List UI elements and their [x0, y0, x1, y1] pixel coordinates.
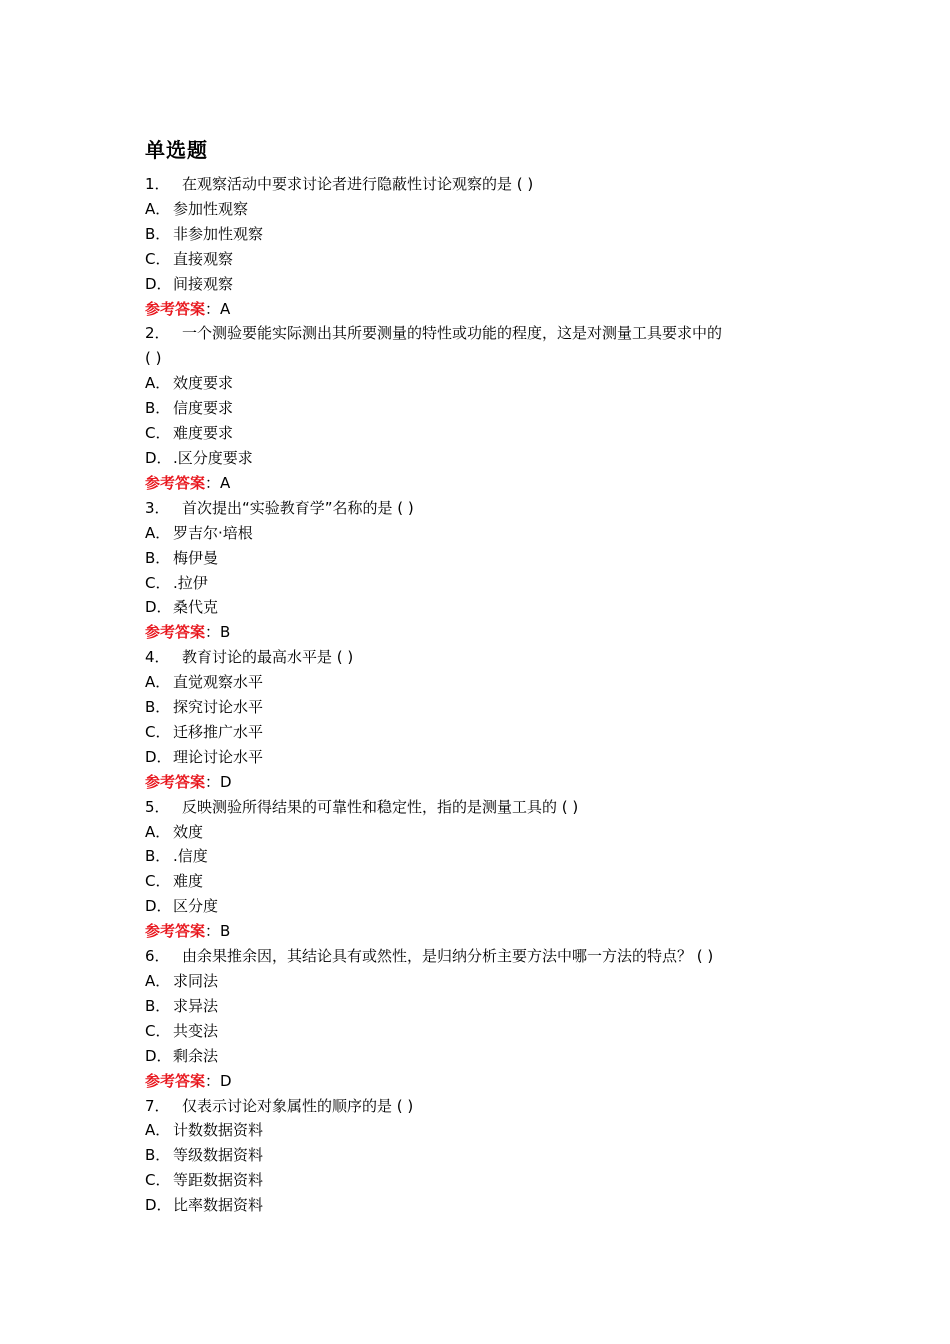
- option-text: 效度要求: [173, 374, 234, 393]
- option-text: 剩余法: [173, 1046, 219, 1065]
- option-c: [145, 869, 825, 894]
- option-text: 非参加性观察: [173, 224, 264, 243]
- option-d: [145, 272, 825, 297]
- option-letter: C．: [145, 249, 171, 268]
- option-d: [145, 446, 825, 471]
- question-text: 在观察活动中要求讨论者进行隐蔽性讨论观察的是 ( ): [182, 175, 534, 193]
- question-number: 5．: [145, 797, 170, 816]
- option-c: [145, 1168, 825, 1193]
- option-text: 罗吉尔·培根: [173, 523, 253, 542]
- option-letter: C．: [145, 872, 171, 891]
- option-text: 共变法: [173, 1021, 219, 1040]
- option-a: [145, 371, 825, 396]
- option-letter: C．: [145, 573, 171, 592]
- question-stem: [145, 1094, 825, 1119]
- option-letter: A．: [145, 1121, 171, 1140]
- option-c: [145, 720, 825, 745]
- question-stem: [145, 172, 825, 197]
- question-number: 2．: [145, 324, 170, 343]
- answer-label: 参考答案: [145, 623, 206, 642]
- answer-value: ：B: [205, 623, 231, 642]
- option-letter: A．: [145, 822, 171, 841]
- option-text: 求同法: [173, 972, 219, 990]
- option-b: [145, 222, 825, 247]
- option-letter: B．: [145, 399, 171, 418]
- option-text: 梅伊曼: [173, 548, 219, 567]
- option-letter: C．: [145, 424, 171, 443]
- option-d: [145, 745, 825, 770]
- option-text: 求异法: [173, 996, 219, 1015]
- question-5: [145, 795, 825, 944]
- option-b: [145, 1143, 825, 1168]
- option-a: [145, 670, 825, 695]
- option-letter: B．: [145, 996, 171, 1015]
- option-letter: D．: [145, 598, 172, 617]
- option-letter: B．: [145, 698, 171, 717]
- option-a: [145, 820, 825, 845]
- question-1: [145, 172, 825, 321]
- option-text: .拉伊: [173, 573, 208, 592]
- option-letter: D．: [145, 274, 172, 293]
- option-c: [145, 571, 825, 596]
- question-text: 首次提出“实验教育学”名称的是 ( ): [182, 498, 414, 517]
- answer-value: ：A: [205, 473, 231, 492]
- option-a: [145, 1118, 825, 1143]
- question-number: 7．: [145, 1096, 170, 1115]
- question-number: 3．: [145, 498, 170, 517]
- question-stem: [145, 795, 825, 820]
- question-7: [145, 1094, 825, 1219]
- option-letter: C．: [145, 1021, 171, 1040]
- option-c: [145, 1019, 825, 1044]
- option-text: 探究讨论水平: [173, 698, 264, 717]
- option-letter: B．: [145, 224, 171, 243]
- option-text: 信度要求: [173, 399, 234, 418]
- option-text: 理论讨论水平: [173, 747, 264, 766]
- option-text: 区分度: [173, 897, 219, 916]
- option-text: 难度要求: [173, 424, 234, 443]
- question-stem: [145, 496, 825, 521]
- option-text: 直觉观察水平: [173, 673, 264, 692]
- option-text: 参加性观察: [173, 199, 249, 218]
- option-letter: C．: [145, 722, 171, 741]
- option-d: [145, 1193, 825, 1218]
- section-title: 单选题: [145, 138, 208, 162]
- answer-line: [145, 770, 825, 795]
- option-letter: B．: [145, 548, 171, 567]
- option-c: [145, 247, 825, 272]
- question-text: 一个测验要能实际测出其所要测量的特性或功能的程度，这是对测量工具要求中的: [182, 324, 723, 343]
- option-text: 间接观察: [173, 274, 234, 293]
- answer-line: [145, 620, 825, 645]
- question-4: [145, 645, 825, 794]
- option-letter: B．: [145, 1146, 171, 1165]
- question-stem: [145, 321, 825, 346]
- option-letter: C．: [145, 1171, 171, 1190]
- option-letter: D．: [145, 448, 172, 467]
- option-letter: A．: [145, 374, 171, 393]
- option-b: [145, 844, 825, 869]
- option-text: .区分度要求: [173, 448, 253, 467]
- option-text: 迁移推广水平: [173, 722, 264, 741]
- question-6: [145, 944, 825, 1093]
- option-a: [145, 197, 825, 222]
- document-page: [145, 136, 825, 1218]
- option-text: 效度: [173, 822, 204, 841]
- question-2: [145, 321, 825, 495]
- option-text: 计数数据资料: [173, 1121, 264, 1140]
- question-number: 1．: [145, 175, 170, 193]
- answer-line: [145, 1069, 825, 1094]
- option-d: [145, 595, 825, 620]
- option-a: [145, 969, 825, 994]
- option-letter: D．: [145, 1196, 172, 1215]
- option-b: [145, 994, 825, 1019]
- option-letter: A．: [145, 523, 171, 542]
- question-number: 4．: [145, 648, 170, 667]
- option-d: [145, 1044, 825, 1069]
- option-letter: A．: [145, 673, 171, 692]
- question-number: 6．: [145, 947, 170, 966]
- option-b: [145, 695, 825, 720]
- answer-label: 参考答案: [145, 299, 206, 318]
- answer-label: 参考答案: [145, 772, 206, 791]
- question-stem: [145, 944, 825, 969]
- question-text: 仅表示讨论对象属性的顺序的是 ( ): [182, 1096, 414, 1115]
- option-letter: D．: [145, 747, 172, 766]
- option-d: [145, 894, 825, 919]
- answer-line: [145, 297, 825, 322]
- question-stem: [145, 645, 825, 670]
- option-letter: A．: [145, 972, 171, 990]
- answer-label: 参考答案: [145, 922, 206, 941]
- option-text: 难度: [173, 872, 204, 891]
- answer-line: [145, 471, 825, 496]
- answer-line: [145, 919, 825, 944]
- option-letter: A．: [145, 199, 171, 218]
- answer-value: ：D: [205, 1071, 232, 1090]
- option-letter: D．: [145, 1046, 172, 1065]
- option-text: 直接观察: [173, 249, 234, 268]
- option-b: [145, 396, 825, 421]
- answer-value: ：B: [205, 922, 231, 941]
- option-b: [145, 546, 825, 571]
- option-text: 比率数据资料: [173, 1196, 264, 1215]
- answer-value: ：D: [205, 772, 232, 791]
- question-text: 教育讨论的最高水平是 ( ): [182, 648, 354, 667]
- question-stem-continued: ( ): [145, 349, 162, 368]
- option-letter: B．: [145, 847, 171, 866]
- option-c: [145, 421, 825, 446]
- option-letter: D．: [145, 897, 172, 916]
- option-text: .信度: [173, 847, 208, 866]
- question-3: [145, 496, 825, 645]
- question-text: 反映测验所得结果的可靠性和稳定性，指的是测量工具的 ( ): [182, 797, 579, 816]
- option-text: 等距数据资料: [173, 1171, 264, 1190]
- option-text: 桑代克: [173, 598, 219, 617]
- answer-label: 参考答案: [145, 473, 206, 492]
- answer-label: 参考答案: [145, 1071, 206, 1090]
- option-a: [145, 521, 825, 546]
- option-text: 等级数据资料: [173, 1146, 264, 1165]
- question-text: 由余果推余因，其结论具有或然性，是归纳分析主要方法中哪一方法的特点？ ( ): [182, 947, 714, 966]
- answer-value: ：A: [205, 299, 231, 318]
